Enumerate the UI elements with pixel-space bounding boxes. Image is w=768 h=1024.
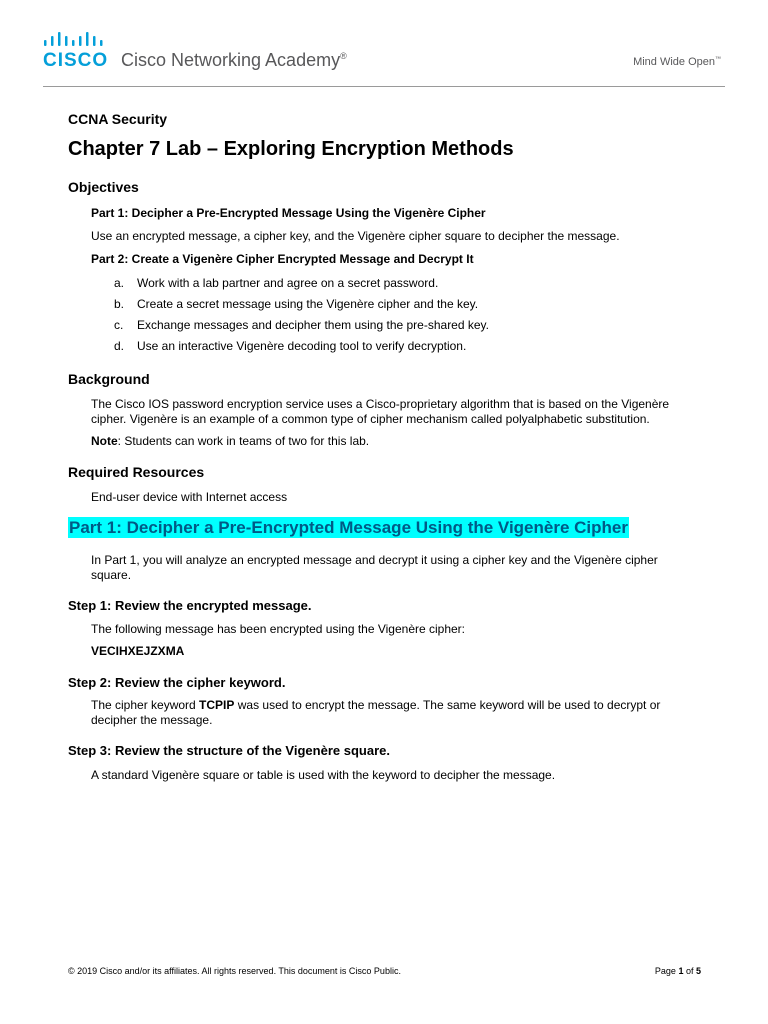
page-number — [655, 966, 701, 976]
page-title: Chapter 7 Lab – Exploring Encryption Methods — [68, 138, 514, 160]
step2-line-2: decipher the message. — [91, 713, 213, 727]
page-total: 5 — [695, 966, 701, 976]
list-letter: a. — [114, 276, 125, 290]
part1-intro-line-2: square. — [91, 568, 132, 582]
cisco-wordmark: CISCO — [43, 50, 109, 71]
note-label: Note — [91, 434, 118, 448]
objective-part1-text: Use an encrypted message, a cipher key, and the Vigenère cipher square to decipher the message. — [91, 229, 620, 243]
background-note — [91, 434, 369, 449]
cisco-bridge-logo-icon — [43, 32, 113, 48]
trademark-mark: ™ — [715, 56, 721, 63]
page-label: Page — [654, 966, 679, 976]
step1-text: The following message has been encrypted using the Vigenère cipher: — [91, 622, 466, 636]
part1-heading-text: Part 1: Decipher a Pre-Encrypted Message Using the Vigenère Cipher — [69, 518, 628, 537]
page-of: of — [683, 966, 696, 976]
resources-text: End-user device with Internet access — [91, 490, 288, 504]
cisco-logo — [43, 32, 113, 71]
step2-post: was used to encrypt the message. The same keyword will be used to decrypt or — [234, 698, 661, 712]
objectives-heading: Objectives — [68, 179, 139, 195]
step3-text: A standard Vigenère square or table is used with the keyword to decipher the message. — [91, 768, 556, 782]
list-item: Use an interactive Vigenère decoding tool to verify decryption. — [137, 339, 467, 353]
registered-mark: ® — [340, 51, 347, 61]
academy-title — [121, 50, 347, 71]
step2-line-1 — [91, 698, 660, 713]
tagline-text: Mind Wide Open — [633, 56, 715, 68]
page-header — [0, 0, 768, 90]
step2-pre: The cipher keyword — [91, 698, 200, 712]
cipher-keyword: TCPIP — [199, 698, 235, 712]
objective-part2-title: Part 2: Create a Vigenère Cipher Encrypted Message and Decrypt It — [91, 252, 474, 266]
background-line-1: The Cisco IOS password encryption service uses a Cisco-proprietary algorithm that is based on the Vigenère — [91, 397, 670, 411]
part1-intro-line-1: In Part 1, you will analyze an encrypted message and decrypt it using a cipher key and the Vigenère cipher — [91, 553, 658, 567]
list-item: Exchange messages and decipher them using the pre-shared key. — [137, 318, 489, 332]
list-letter: c. — [114, 318, 124, 332]
list-item: Work with a lab partner and agree on a secret password. — [137, 276, 439, 290]
objective-part1-title: Part 1: Decipher a Pre-Encrypted Message Using the Vigenère Cipher — [91, 206, 486, 220]
footer-copyright: © 2019 Cisco and/or its affiliates. All rights reserved. This document is Cisco Public. — [68, 966, 401, 976]
list-item: Create a secret message using the Vigenère cipher and the key. — [137, 297, 479, 311]
part1-heading — [68, 518, 629, 538]
note-text: : Students can work in teams of two for this lab. — [117, 434, 370, 448]
encrypted-message: VECIHXEJZXMA — [91, 644, 185, 658]
background-line-2: cipher. Vigenère is an example of a common type of cipher mechanism called polyalphabetic substitution. — [91, 412, 650, 426]
list-letter: b. — [114, 297, 125, 311]
header-divider — [43, 86, 725, 87]
resources-heading: Required Resources — [68, 464, 205, 480]
step2-heading: Step 2: Review the cipher keyword. — [68, 675, 286, 690]
academy-name: Cisco Networking Academy — [121, 50, 341, 70]
list-letter: d. — [114, 339, 125, 353]
step3-heading: Step 3: Review the structure of the Vigenère square. — [68, 743, 390, 758]
step1-heading: Step 1: Review the encrypted message. — [68, 598, 312, 613]
background-heading: Background — [68, 371, 150, 387]
page-current: 1 — [678, 966, 684, 976]
course-name: CCNA Security — [68, 111, 168, 127]
tagline — [633, 56, 721, 68]
